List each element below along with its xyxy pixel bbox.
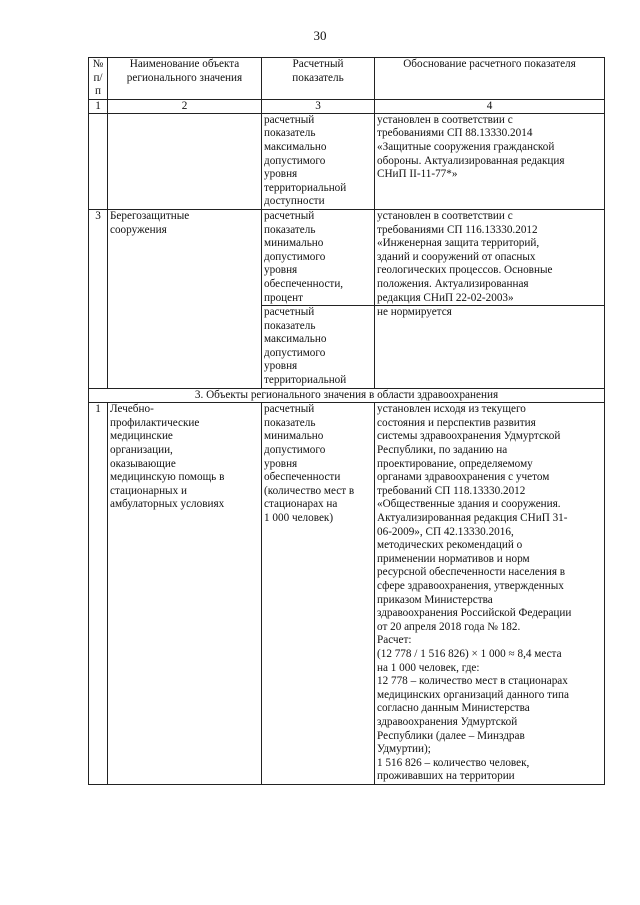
indicator-cell: расчетный показатель максимально допустимого уровня территориальной [262, 306, 375, 389]
header-object-name: Наименование объекта регионального значения [108, 58, 262, 100]
indicator-cell: расчетный показатель минимально допустимого уровня обеспеченности, процент [262, 209, 375, 305]
column-number: 2 [108, 99, 262, 113]
column-number: 1 [89, 99, 108, 113]
column-number: 4 [375, 99, 605, 113]
object-name [108, 113, 262, 209]
section-heading-row [89, 388, 605, 403]
indicator-cell: расчетный показатель минимально допустимого уровня обеспеченности (количество мест в стационарах на 1 000 человек) [262, 403, 375, 785]
page-number: 30 [313, 28, 327, 43]
table-row [89, 209, 605, 305]
header-indicator: Расчетный показатель [262, 58, 375, 100]
basis-cell: установлен исходя из текущего состояния и перспектив развития системы здравоохранения Удмуртской Республики, по заданию на проектирование, определяемому органами здравоохранения с учетом требований СП 118.13330.2012 «Общественные здания и сооружения. Актуализированная редакция СНиП 31- 06-2009», СП 42.13330.2016, методических рекомендаций о применении нормативов и норм ресурсной обеспеченности населения в сфере здравоохранения, утвержденных приказом Министерства здравоохранения Российской Федерации от 20 апреля 2018 года № 182. Расчет: (12 778 / 1 516 826) × 1 000 ≈ 8,4 места на 1 000 человек, где: 12 778 – количество мест в стационарах медицинских организаций данного типа согласно данным Министерства здравоохранения Удмуртской Республики (далее – Минздрав Удмуртии); 1 516 826 – количество человек, проживавших на территории [375, 403, 605, 785]
table-row [89, 403, 605, 785]
row-number: 3 [89, 209, 108, 388]
header-basis: Обоснование расчетного показателя [375, 58, 605, 100]
row-number: 1 [89, 403, 108, 785]
regional-objects-table [88, 57, 605, 785]
object-name: Берегозащитные сооружения [108, 209, 262, 388]
basis-cell: не нормируется [375, 306, 605, 389]
section-title: 3. Объекты регионального значения в области здравоохранения [89, 388, 605, 403]
column-number-row [89, 99, 605, 113]
basis-cell: установлен в соответствии с требованиями СП 88.13330.2014 «Защитные сооружения гражданской обороны. Актуализированная редакция СНиП II-11-77*» [375, 113, 605, 209]
object-name: Лечебно- профилактические медицинские организации, оказывающие медицинскую помощь в стационарных и амбулаторных условиях [108, 403, 262, 785]
indicator-cell: расчетный показатель максимально допустимого уровня территориальной доступности [262, 113, 375, 209]
header-number: № п/п [89, 58, 108, 100]
column-number: 3 [262, 99, 375, 113]
row-number [89, 113, 108, 209]
table-row [89, 113, 605, 209]
table-header-row [89, 58, 605, 100]
basis-cell: установлен в соответствии с требованиями СП 116.13330.2012 «Инженерная защита территорий, зданий и сооружений от опасных геологических процессов. Основные положения. Актуализированная редакция СНиП 22-02-2003» [375, 209, 605, 305]
